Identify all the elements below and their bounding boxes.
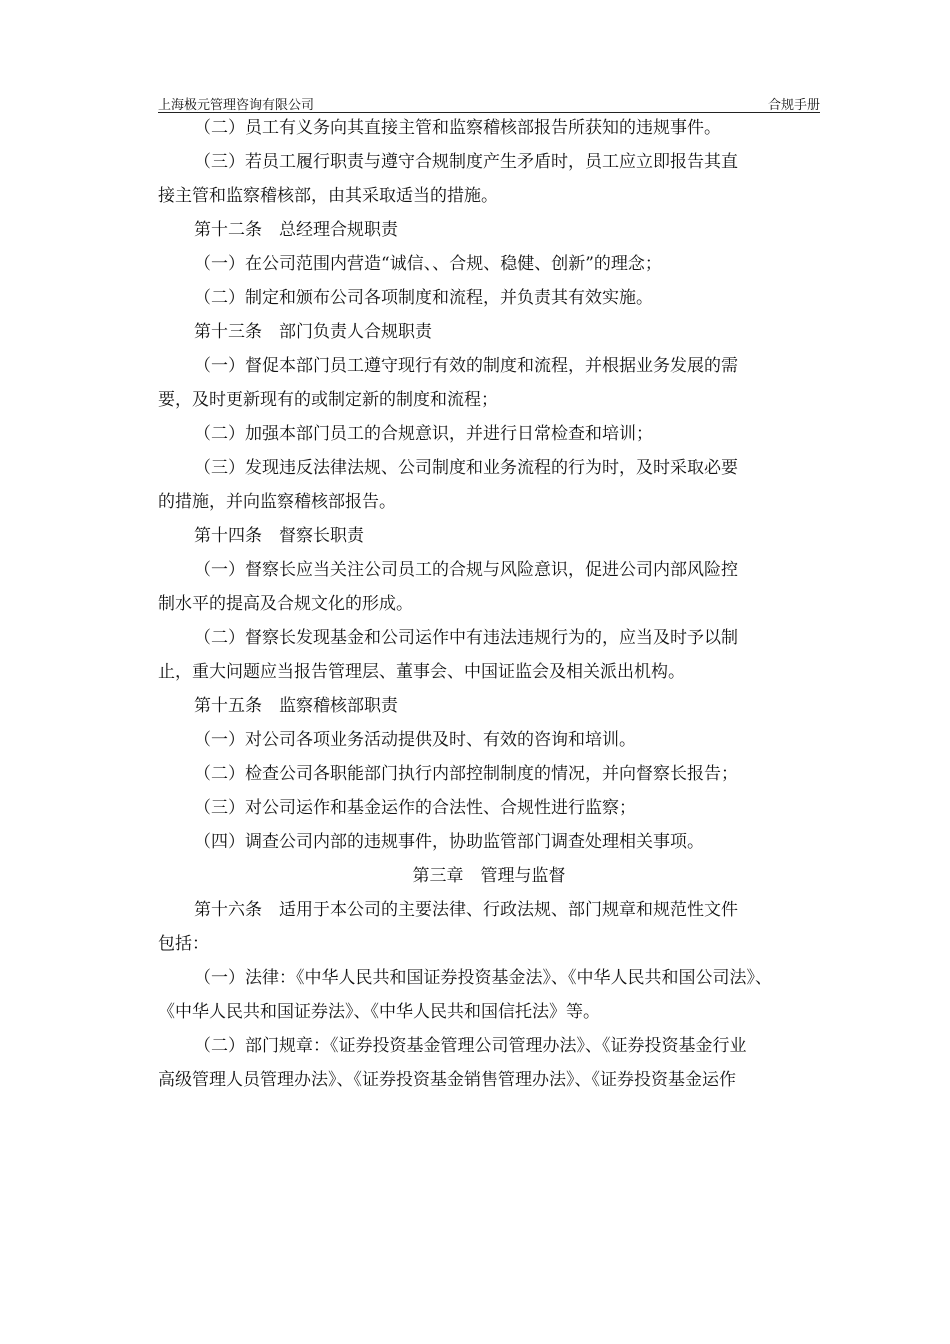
para-line: （二）加强本部门员工的合规意识，并进行日常检查和培训； bbox=[194, 424, 653, 444]
para-line: （二）制定和颁布公司各项制度和流程，并负责其有效实施。 bbox=[194, 288, 653, 308]
para-line: （一）对公司各项业务活动提供及时、有效的咨询和培训。 bbox=[194, 730, 636, 750]
para-line: （二）检查公司各职能部门执行内部控制制度的情况，并向督察长报告； bbox=[194, 764, 738, 784]
article-heading: 第十四条 督察长职责 bbox=[194, 526, 364, 546]
page-header bbox=[158, 92, 820, 113]
para-line: 要，及时更新现有的或制定新的制度和流程； bbox=[158, 390, 498, 410]
document-body bbox=[158, 111, 820, 1097]
para-line: （四）调查公司内部的违规事件，协助监管部门调查处理相关事项。 bbox=[194, 832, 704, 852]
para-line: （一）督促本部门员工遵守现行有效的制度和流程，并根据业务发展的需 bbox=[194, 356, 738, 376]
para-line: （二）督察长发现基金和公司运作中有违法违规行为的，应当及时予以制 bbox=[194, 628, 738, 648]
para-line: （一）在公司范围内营造“诚信、、合规、稳健、创新”的理念； bbox=[194, 254, 662, 274]
para-line: 制水平的提高及合规文化的形成。 bbox=[158, 594, 413, 614]
para-line: （三）若员工履行职责与遵守合规制度产生矛盾时，员工应立即报告其直 bbox=[194, 152, 738, 172]
para-line: 《中华人民共和国证券法》、《中华人民共和国信托法》等。 bbox=[158, 1002, 600, 1022]
para-line: （二）员工有义务向其直接主管和监察稽核部报告所获知的违规事件。 bbox=[194, 118, 721, 138]
para-line: （三）对公司运作和基金运作的合法性、合规性进行监察； bbox=[194, 798, 636, 818]
para-line: 止，重大问题应当报告管理层、董事会、中国证监会及相关派出机构。 bbox=[158, 662, 685, 682]
para-line: （三）发现违反法律法规、公司制度和业务流程的行为时，及时采取必要 bbox=[194, 458, 738, 478]
article-heading: 第十二条 总经理合规职责 bbox=[194, 220, 398, 240]
chapter-heading: 第三章 管理与监督 bbox=[412, 866, 566, 886]
document-title: 合规手册 bbox=[767, 98, 820, 113]
company-name: 上海极元管理咨询有限公司 bbox=[158, 98, 315, 113]
para-line: （一）督察长应当关注公司员工的合规与风险意识，促进公司内部风险控 bbox=[194, 560, 738, 580]
para-line: 高级管理人员管理办法》、《证券投资基金销售管理办法》、《证券投资基金运作 bbox=[158, 1070, 736, 1090]
article-heading: 第十五条 监察稽核部职责 bbox=[194, 696, 398, 716]
para-line: （一）法律：《中华人民共和国证券投资基金法》、《中华人民共和国公司法》、 bbox=[194, 968, 772, 988]
para-line: 接主管和监察稽核部，由其采取适当的措施。 bbox=[158, 186, 498, 206]
para-line: 的措施，并向监察稽核部报告。 bbox=[158, 492, 396, 512]
article-heading: 第十六条 适用于本公司的主要法律、行政法规、部门规章和规范性文件 bbox=[194, 900, 738, 920]
para-line: 包括： bbox=[158, 934, 209, 954]
article-heading: 第十三条 部门负责人合规职责 bbox=[194, 322, 432, 342]
para-line: （二）部门规章：《证券投资基金管理公司管理办法》、《证券投资基金行业 bbox=[194, 1036, 747, 1056]
